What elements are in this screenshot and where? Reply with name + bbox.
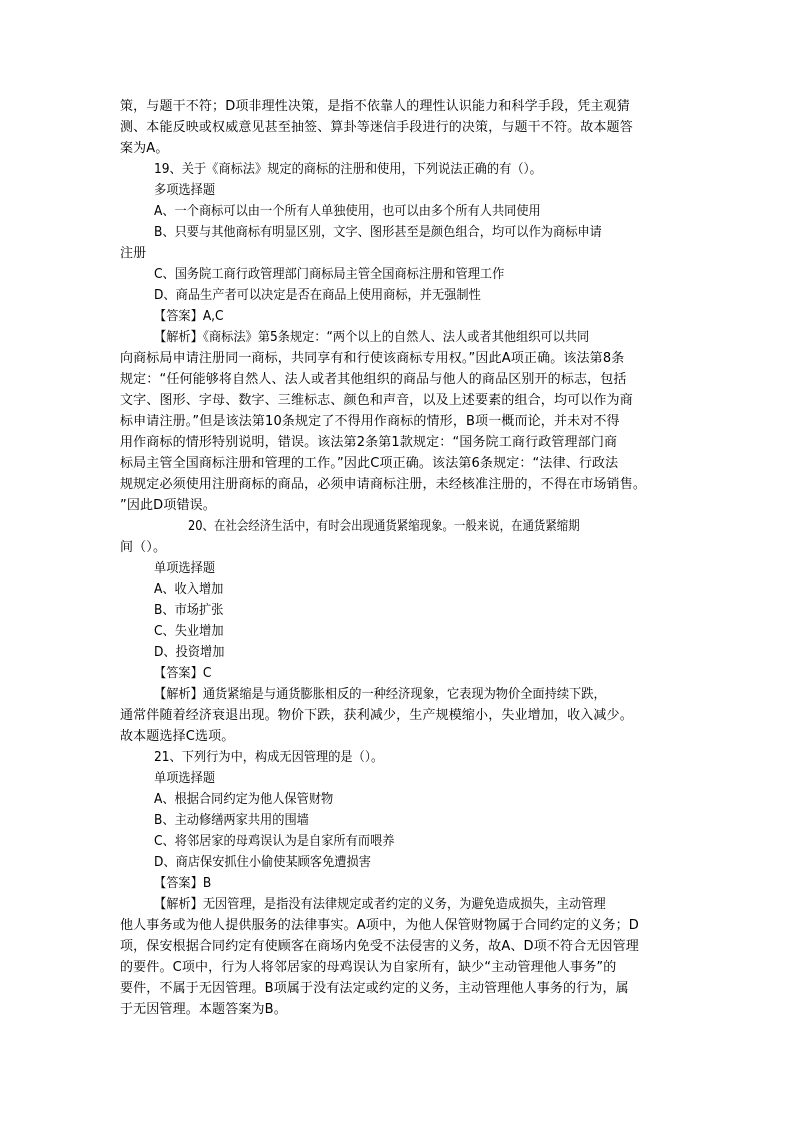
- question-20-option-a: A、收入增加: [154, 582, 224, 597]
- text-line: 标局主管全国商标注册和管理的工作。”因此C项正确。该法第6条规定：“法律、行政法: [120, 456, 619, 471]
- text-line: 文字、图形、字母、数字、三维标志、颜色和声音，以及上述要素的组合，均可以作为商: [120, 393, 633, 408]
- text-line: 策，与题干不符；D项非理性决策，是指不依靠人的理性认识能力和科学手段，凭主观猜: [120, 99, 630, 114]
- text-line: 用作商标的情形特别说明，错误。该法第2条第1款规定：“国务院工商行政管理部门商: [120, 435, 618, 450]
- text-line: 注册: [120, 246, 147, 261]
- question-21-answer: 【答案】B: [154, 876, 212, 891]
- question-21-option-c: C、将邻居家的母鸡误认为是自家所有而喂养: [154, 834, 395, 849]
- text-line: 标申请注册。”但是该法第10条规定了不得用作商标的情形，B项一概而论，并未对不得: [120, 414, 620, 429]
- question-20-option-c: C、失业增加: [154, 624, 224, 639]
- question-21-analysis: 【解析】无因管理，是指没有法律规定或者约定的义务，为避免造成损失，主动管理: [154, 897, 606, 912]
- question-19-analysis: 【解析】《商标法》第5条规定：“两个以上的自然人、法人或者其他组织可以共同: [154, 330, 590, 345]
- question-21-option-a: A、根据合同约定为他人保管财物: [154, 792, 334, 807]
- question-19-option-d: D、商品生产者可以决定是否在商品上使用商标，并无强制性: [154, 288, 481, 303]
- question-21-type: 单项选择题: [154, 771, 216, 786]
- question-20-answer: 【答案】C: [154, 666, 212, 681]
- text-line: 故本题选择C选项。: [120, 729, 235, 744]
- question-19-type: 多项选择题: [154, 183, 216, 198]
- text-line: 的要件。C项中，行为人将邻居家的母鸡误认为自家所有，缺少“主动管理他人事务”的: [120, 960, 617, 975]
- text-line: 规定：“任何能够将自然人、法人或者其他组织的商品与他人的商品区别开的标志，包括: [120, 372, 627, 387]
- text-line: 于无因管理。本题答案为B。: [120, 1002, 287, 1017]
- question-19-answer: 【答案】A,C: [154, 309, 224, 324]
- text-line: 项，保安根据合同约定有使顾客在商场内免受不法侵害的义务，故A、D项不符合无因管理: [120, 939, 639, 954]
- text-line: 向商标局申请注册同一商标，共同享有和行使该商标专用权。”因此A项正确。该法第8条: [120, 351, 625, 366]
- text-line: 案为A。: [120, 141, 169, 156]
- question-20-type: 单项选择题: [154, 561, 216, 576]
- text-line: 间（）。: [120, 540, 167, 555]
- question-19-option-a: A、一个商标可以由一个所有人单独使用，也可以由多个所有人共同使用: [154, 204, 541, 219]
- text-line: ”因此D项错误。: [120, 498, 216, 513]
- question-19-option-b: B、只要与其他商标有明显区别，文字、图形甚至是颜色组合，均可以作为商标申请: [154, 225, 602, 240]
- question-20-option-d: D、投资增加: [154, 645, 225, 660]
- question-21-option-b: B、主动修缮两家共用的围墙: [154, 813, 309, 828]
- question-19-stem: 19、关于《商标法》规定的商标的注册和使用，下列说法正确的有（）。: [154, 162, 542, 177]
- question-20-analysis: 【解析】通货紧缩是与通货膨胀相反的一种经济现象，它表现为物价全面持续下跌，: [154, 687, 606, 702]
- question-19-option-c: C、国务院工商行政管理部门商标局主管全国商标注册和管理工作: [154, 267, 505, 282]
- question-20-stem: 20、在社会经济生活中，有时会出现通货紧缩现象。一般来说，在通货紧缩期: [188, 519, 580, 534]
- question-20-option-b: B、市场扩张: [154, 603, 224, 618]
- text-line: 测、本能反映或权威意见甚至抽签、算卦等迷信手段进行的决策，与题干不符。故本题答: [120, 120, 633, 135]
- text-line: 通常伴随着经济衰退出现。物价下跌，获利减少，生产规模缩小，失业增加，收入减少。: [120, 708, 633, 723]
- text-line: 他人事务或为他人提供服务的法律事实。A项中，为他人保管财物属于合同约定的义务；D: [120, 918, 639, 933]
- question-21-option-d: D、商店保安抓住小偷使某顾客免遭损害: [154, 855, 371, 870]
- text-line: 要件，不属于无因管理。B项属于没有法定或约定的义务，主动管理他人事务的行为，属: [120, 981, 629, 996]
- text-line: 规规定必须使用注册商标的商品，必须申请商标注册，未经核准注册的，不得在市场销售。: [120, 477, 647, 492]
- question-21-stem: 21、下列行为中，构成无因管理的是（）。: [154, 750, 384, 765]
